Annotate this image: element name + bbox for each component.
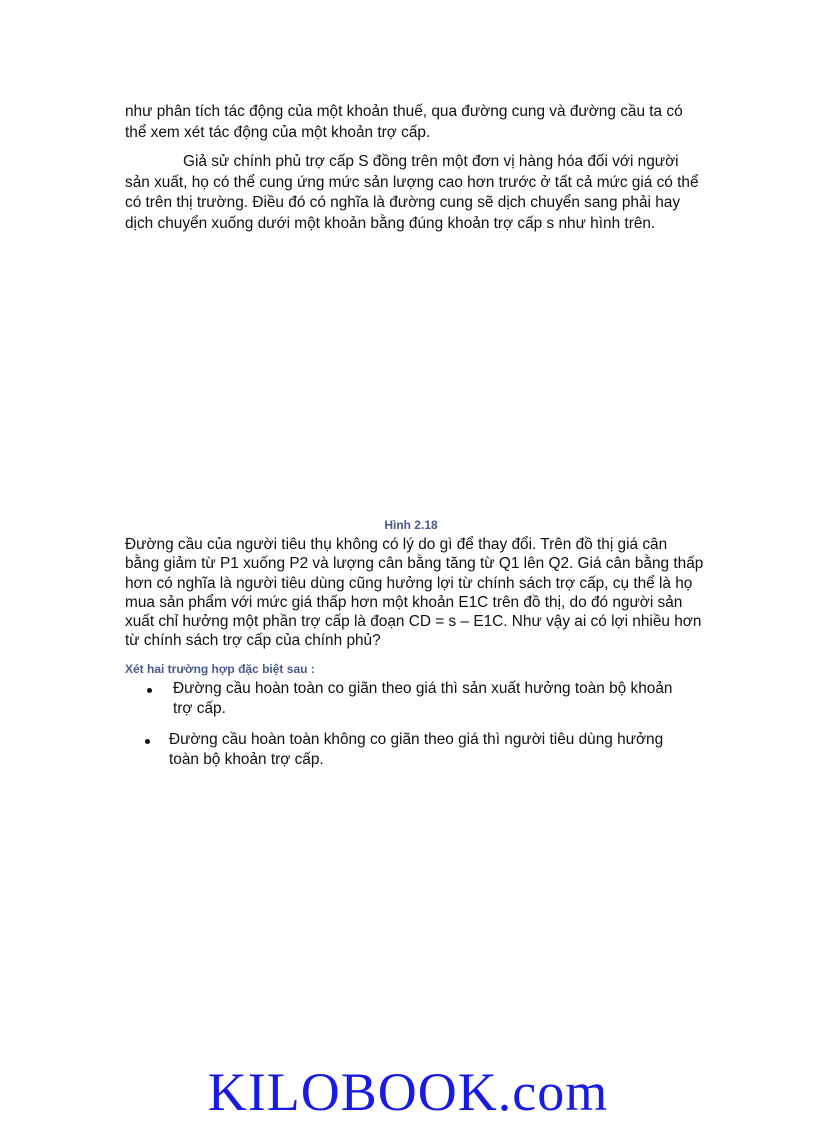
list-item-text: Đường cầu hoàn toàn không co giãn theo giá thì người tiêu dùng hưởng toàn bộ khoản trợ cấp. <box>169 731 664 768</box>
list-item <box>125 679 705 719</box>
figure-caption: Hình 2.18 <box>384 518 438 532</box>
special-cases-heading: Xét hai trường hợp đặc biệt sau : <box>125 662 315 676</box>
paragraph-analysis: Đường cầu của người tiêu thụ không có lý do gì để thay đổi. Trên đồ thị giá cân bằng giảm từ P1 xuống P2 và lượng cân bằng tăng từ Q1 lên Q2. Giá cân bằng thấp hơn có nghĩa là người tiêu dùng cũng hưởng lợi từ chính sách trợ cấp, cụ thể là họ mua sản phẩm với mức giá thấp hơn một khoản E1C trên đồ thị, do đó người sản xuất chỉ hưởng một phần trợ cấp là đoạn CD = s – E1C. Như vậy ai có lợi nhiều hơn từ chính sách trợ cấp của chính phủ? <box>125 536 704 650</box>
special-cases-list <box>125 679 705 770</box>
bullet-icon <box>145 739 150 744</box>
list-item-text: Đường cầu hoàn toàn co giãn theo giá thì sản xuất hưởng toàn bộ khoản trợ cấp. <box>173 680 673 717</box>
paragraph-intro: như phân tích tác động của một khoản thuế, qua đường cung và đường cầu ta có thể xem xét tác động của một khoản trợ cấp. <box>125 103 683 141</box>
figure-placeholder <box>125 262 705 512</box>
paragraph-subsidy-text: Giả sử chính phủ trợ cấp S đồng trên một đơn vị hàng hóa đối với người sản xuất, họ có thể cung ứng mức sản lượng cao hơn trước ở tất cả mức giá có thể có trên thị trường. Điều đó có nghĩa là đường cung sẽ dịch chuyển sang phải hay dịch chuyển xuống dưới một khoản bằng đúng khoản trợ cấp s như hình trên. <box>125 153 699 232</box>
bullet-icon <box>147 688 152 693</box>
watermark-logo: KILOBOOK.com <box>207 1062 609 1122</box>
list-item <box>125 730 705 770</box>
paragraph-subsidy-assumption <box>125 152 705 234</box>
